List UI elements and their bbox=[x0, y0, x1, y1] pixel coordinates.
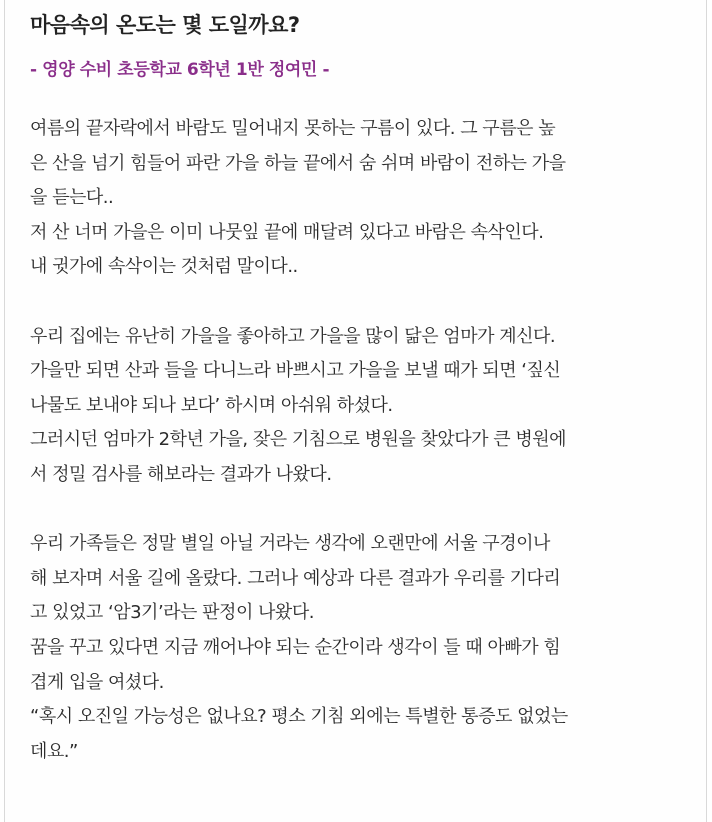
paragraph bbox=[30, 527, 690, 769]
paragraph-spacer bbox=[30, 493, 690, 528]
text-line: 나물도 보내야 되나 보다’ 하시며 아쉬워 하셨다. bbox=[30, 394, 393, 416]
text-line: 꿈을 꾸고 있다면 지금 깨어나야 되는 순간이라 생각이 들 때 아빠가 힘 bbox=[30, 636, 561, 658]
article-byline: - 영양 수비 초등학교 6학년 1반 정여민 - bbox=[30, 60, 330, 80]
paragraph bbox=[30, 320, 690, 493]
text-line: “혹시 오진일 가능성은 없나요? 평소 기침 외에는 특별한 통증도 없었는 bbox=[30, 706, 568, 728]
text-line: 우리 집에는 유난히 가을을 좋아하고 가을을 많이 닮은 엄마가 계신다. bbox=[30, 325, 556, 347]
text-line: 해 보자며 서울 길에 올랐다. 그러나 예상과 다른 결과가 우리를 기다리 bbox=[30, 567, 561, 589]
article-frame bbox=[4, 0, 707, 822]
text-line: 그러시던 엄마가 2학년 가을, 잦은 기침으로 병원을 찾았다가 큰 병원에 bbox=[30, 429, 567, 451]
text-line: 고 있었고 ‘암3기’라는 판정이 나왔다. bbox=[30, 602, 314, 624]
text-line: 내 귓가에 속삭이는 것처럼 말이다.. bbox=[30, 256, 298, 278]
text-line: 데요.” bbox=[30, 740, 78, 762]
text-line: 서 정밀 검사를 해보라는 결과가 나왔다. bbox=[30, 463, 332, 485]
text-line: 여름의 끝자락에서 바람도 밀어내지 못하는 구름이 있다. 그 구름은 높 bbox=[30, 118, 556, 139]
paragraph-spacer bbox=[30, 285, 690, 320]
text-line: 은 산을 넘기 힘들어 파란 가을 하늘 끝에서 숨 쉬며 바람이 전하는 가을 bbox=[30, 152, 566, 174]
article-body bbox=[30, 112, 690, 769]
text-line: 저 산 너머 가을은 이미 나뭇잎 끝에 매달려 있다고 바람은 속삭인다. bbox=[30, 221, 544, 243]
text-line: 우리 가족들은 정말 별일 아닐 거라는 생각에 오랜만에 서울 구경이나 bbox=[30, 533, 550, 555]
article-title: 마음속의 온도는 몇 도일까요? bbox=[30, 13, 300, 37]
text-line: 을 듣는다.. bbox=[30, 187, 114, 209]
text-line: 가을만 되면 산과 들을 다니느라 바쁘시고 가을을 보낼 때가 되면 ‘짚신 bbox=[30, 360, 561, 382]
text-line: 겹게 입을 여셨다. bbox=[30, 671, 164, 693]
paragraph bbox=[30, 112, 690, 285]
